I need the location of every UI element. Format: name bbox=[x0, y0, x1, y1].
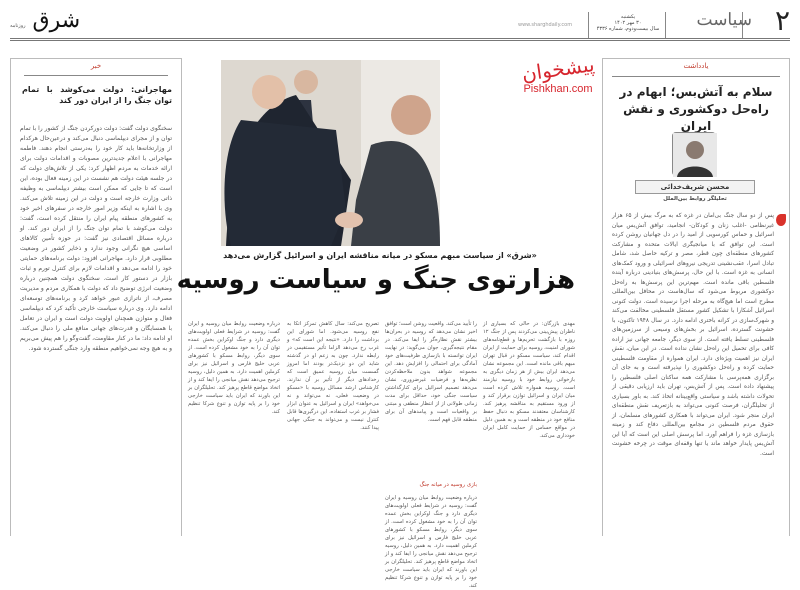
author-photo bbox=[672, 132, 716, 176]
note-kicker: یادداشت bbox=[683, 62, 709, 70]
header-rule bbox=[10, 38, 790, 41]
divider bbox=[665, 12, 666, 38]
watermark-en: Pishkhan.com bbox=[523, 83, 593, 95]
date: ۳۰ مهر ۱۴۰۲ bbox=[614, 20, 642, 26]
website-link[interactable]: www.sharghdaily.com bbox=[518, 22, 573, 28]
article-column-3: تصریح می‌کند: سال کاهش تمرکز اتکا به نفع روسیه می‌شود. اما شورای این برداشت را دارد. «نتیجه این است که» و غرب رخ می‌دهد الزاما تأثیر مستقیمی در رابطه ندارد. چون به زعم او در گذشته شاید این دو نزدیک‌تر بودند اما امروز گسست میان روسیه عمیق است که رخدادهای دیگر از تأثیر بر آن ندارند. کارشناس ارشد مسائل روسیه با «مسکو در وضعیت فعلی، نه می‌تواند و نه می‌خواهد» ایران و اسرائیل به عنوان ابزار فشار بر غرب استفاده، این درگیری‌ها قابل کنترل نیست و می‌تواند به جنگی جهانی پیدا کنند. bbox=[287, 321, 379, 431]
author-name: محسن شریف‌خدائی bbox=[635, 180, 755, 194]
author-portrait bbox=[673, 133, 717, 177]
divider bbox=[588, 12, 589, 38]
article-column-4: درباره وضعیت روابط میان روسیه و ایران گفت: روسیه در شرایط فعلی اولویت‌های دیگری دارد و جنگ اوکراین بخش عمده توان آن را به خود مشغول کرده است. از سوی دیگر، روابط مسکو با کشورهای عربی خلیج فارس و اسرائیل نیز برای کرملین اهمیت دارد. به همین دلیل، روسیه ترجیح می‌دهد نقش میانجی را ایفا کند و از اتخاذ مواضع قاطع پرهیز کند. تحلیلگران بر این باورند که ایران باید سیاست خارجی خود را بر پایه توازن و تنوع شرکا تنظیم کند. bbox=[188, 321, 280, 415]
section-title: سیاست bbox=[696, 10, 752, 30]
article-column-2: را تأیید می‌کند. واقعیت روشن است؛ توافق اخیر نشان می‌دهد که روسیه در بحران‌ها بیشتر نقش نظاره‌گر را ایفا می‌کند. در مقام نتیجه‌گیری، جوان می‌گوید: در نهایت ایران توانسته با بازسازی ظرفیت‌های خود آمادگی برای احتمالی را افزایش دهد. این مجموعه شواهد بدون ملاحظه‌کردن نظریه‌ها و فرضیات غیرضروری، نشان می‌دهد تصمیم اسرائیل برای کنارگذاشتن سیاست جنگی خود، حداقل برای مدت زمانی طولانی از از انتظار منطقی و مبتنی بر واقعیات است و پیامدهای آن برای منطقه قابل فهم است. bbox=[385, 321, 477, 423]
pishkhan-watermark bbox=[512, 52, 604, 96]
article-subtitle: «شرق» از سیاست مبهم مسکو در میانه مناقشه ایران و اسرائیل گزارش می‌دهد bbox=[223, 251, 537, 260]
article-column-1: مهدی بازرگان: در حالی که بسیاری از ناظران پیش‌بینی می‌کردند پس از جنگ ۱۲ روزه با بازگشت تحریم‌ها و قطع‌نامه‌های شورای امنیت، روسیه برای حمایت از ایران اقدام کند، سیاست مسکو در قبال تهران مبهم باقی مانده است. این مجموعه نشان می‌دهد ایران بیش از هر زمان دیگری به بازخوانی روابط خود با روسیه نیازمند است. روسیه همواره تلاش کرده است میان ایران و اسرائیل توازن برقرار کند و از ورود مستقیم به مناقشه پرهیز کند. کارشناسان معتقدند مسکو به دنبال حفظ منافع خود در منطقه است و به همین دلیل در مواقع حساس از حمایت کامل ایران خودداری می‌کند. bbox=[483, 321, 575, 439]
news-kicker: خبر bbox=[90, 62, 102, 70]
article-headline: هزارتوی جنگ و سیاست روسیه bbox=[176, 265, 575, 295]
date-weekday: یکشنبه bbox=[620, 14, 636, 20]
note-title: سلام به آتش‌بس؛ ابهام در راه‌حل دوکشوری و نقش ایران bbox=[619, 85, 773, 133]
news-body: سخنگوی دولت گفت: دولت دورکردن جنگ از کشور را با تمام توان و از مجرای دیپلماسی دنبال می‌کند و درعین‌حال هرکدام از وزارتخانه‌ها باید کار خود را به‌درستی انجام دهند. فاطمه مهاجرانی با اعلام جدیدترین مصوبات و اقدامات دولت برای ارائه خدمات به مردم اظهار کرد: یکی از تلاش‌های دولت که در جلسه هیئت دولت هم نشست در این زمینه فعال بوده، این است که تا جایی که ممکن است بیشتر دیپلماسی به وظیفه ذاتی وزارت خارجه است و دولت در این زمینه تلاش می‌کند. وی با اشاره به اینکه وزیر امور خارجه در سفرهای اخیر خود به کشورهای منطقه پیام ایران را منتقل کرده است، گفت: دولت می‌کوشد با تمام توان جنگ را از ایران دور کند. او درباره مسائل اقتصادی نیز گفت: در حوزه تأمین کالاهای اساسی هیچ نگرانی وجود ندارد و ذخایر کشور در وضعیت مطلوبی قرار دارد. مهاجرانی افزود: دولت برنامه‌های حمایتی خود را ادامه می‌دهد و اقدامات لازم برای کنترل تورم و ثبات بازار در دستور کار است. سخنگوی دولت همچنین درباره وضعیت انرژی توضیح داد که دولت با همکاری مردم و مدیریت مصرف، از ناترازی عبور خواهد کرد و برنامه‌های توسعه‌ای ادامه دارد. وی درباره سیاست خارجی تأکید کرد که دیپلماسی فعال و متوازن همچنان اولویت دولت است و ایران در تعامل با همسایگان و قدرت‌های جهانی منافع ملی را دنبال می‌کند. او ادامه داد: ما در کنار مقاومت، گفت‌وگو را هم پیش می‌بریم و به هیچ وجه نمی‌خواهیم منطقه وارد جنگی گسترده شود. bbox=[20, 125, 172, 352]
logo-subtext: روزنامه bbox=[10, 23, 26, 29]
photo-handshake-illustration bbox=[221, 60, 440, 246]
kicker-rule bbox=[612, 76, 780, 77]
issue-number: سال بیست‌ودوم، شماره ۴۳۳۶ bbox=[596, 26, 660, 32]
author-role: تحلیلگر روابط بین‌الملل bbox=[663, 196, 727, 202]
main-photo bbox=[221, 60, 440, 246]
news-title: مهاجرانی: دولت می‌کوشد با تمام توان جنگ را از ایران دور کند bbox=[22, 85, 172, 105]
dropcap-mark bbox=[776, 214, 786, 226]
kicker-rule bbox=[24, 75, 168, 76]
newspaper-logo bbox=[10, 8, 80, 33]
note-body: پس از دو سال جنگ بی‌امان در غزه که به مرگ بیش از ۶۵ هزار غیرنظامی -اغلب زنان و کودکان- انجامید، توافق آتش‌بس میان اسرائیل و حماس کورسویی از امید را در دل جهانیان روشن کرده است. این توافق که با میانجیگری ایالات متحده و مشارکت کشورهای منطقه‌ای چون قطر، مصر و ترکیه حاصل شد، شامل تبادل اسرا، عقب‌نشینی تدریجی نیروهای اسرائیلی و ورود کمک‌های انسانی به غزه است. با این حال، پرسش‌های بنیادینی درباره آینده فلسطین باقی مانده است. مهم‌ترین این پرسش‌ها به راه‌حل دوکشوری مربوط می‌شود که سال‌هاست در محافل بین‌المللی مطرح است اما هیچ‌گاه به مرحله اجرا نرسیده است. دولت کنونی اسرائیل آشکارا با تشکیل کشور مستقل فلسطینی مخالفت می‌کند و شهرک‌سازی در کرانه باختری ادامه دارد. در سال ۱۹۴۸ تاکنون، با خشونت گسترده، اسرائیل بر بخش‌های وسیعی از سرزمین‌های فلسطینی تسلط یافته است. از سوی دیگر، جامعه جهانی نیز اراده کافی برای تحمیل این راه‌حل نشان نداده است. در این میان، نقش ایران نیز اهمیت ویژه‌ای دارد. ایران همواره از مقاومت فلسطینی حمایت کرده و راه‌حل دوکشوری را نپذیرفته است و به جای آن برگزاری همه‌پرسی با مشارکت همه ساکنان اصلی فلسطین را پیشنهاد داده است. پس از آتش‌بس، تهران باید ارزیابی دقیقی از تحولات داشته باشد و سیاستی واقع‌بینانه اتخاذ کند. به باور بسیاری از تحلیلگران، فرصت کنونی می‌تواند به بازتعریف نقش منطقه‌ای ایران منجر شود. ایران می‌تواند با همکاری کشورهای مسلمان، از حقوق مردم فلسطین در مجامع بین‌المللی دفاع کند و زمینه بازسازی غزه را فراهم آورد. اما پرسش اصلی این است که آیا این آتش‌بس پایدار خواهد ماند یا تنها وقفه‌ای موقت در چرخه خشونت است. bbox=[612, 213, 775, 457]
inner-subhead: بازی روسیه در میانه جنگ bbox=[419, 482, 477, 488]
logo-text: شرق bbox=[32, 8, 81, 33]
watermark-fa: پیشخوان bbox=[520, 52, 596, 86]
page-number: ۲ bbox=[774, 4, 790, 37]
article-column-2b: درباره وضعیت روابط میان روسیه و ایران گفت: روسیه در شرایط فعلی اولویت‌های دیگری دارد و جنگ اوکراین بخش عمده توان آن را به خود مشغول کرده است. از سوی دیگر، روابط مسکو با کشورهای عربی خلیج فارس و اسرائیل نیز برای کرملین اهمیت دارد. به همین دلیل، روسیه ترجیح می‌دهد نقش میانجی را ایفا کند و از اتخاذ مواضع قاطع پرهیز کند. تحلیلگران بر این باورند که ایران باید سیاست خارجی خود را بر پایه توازن و تنوع شرکا تنظیم کند. bbox=[385, 495, 477, 589]
date-block bbox=[592, 14, 664, 32]
